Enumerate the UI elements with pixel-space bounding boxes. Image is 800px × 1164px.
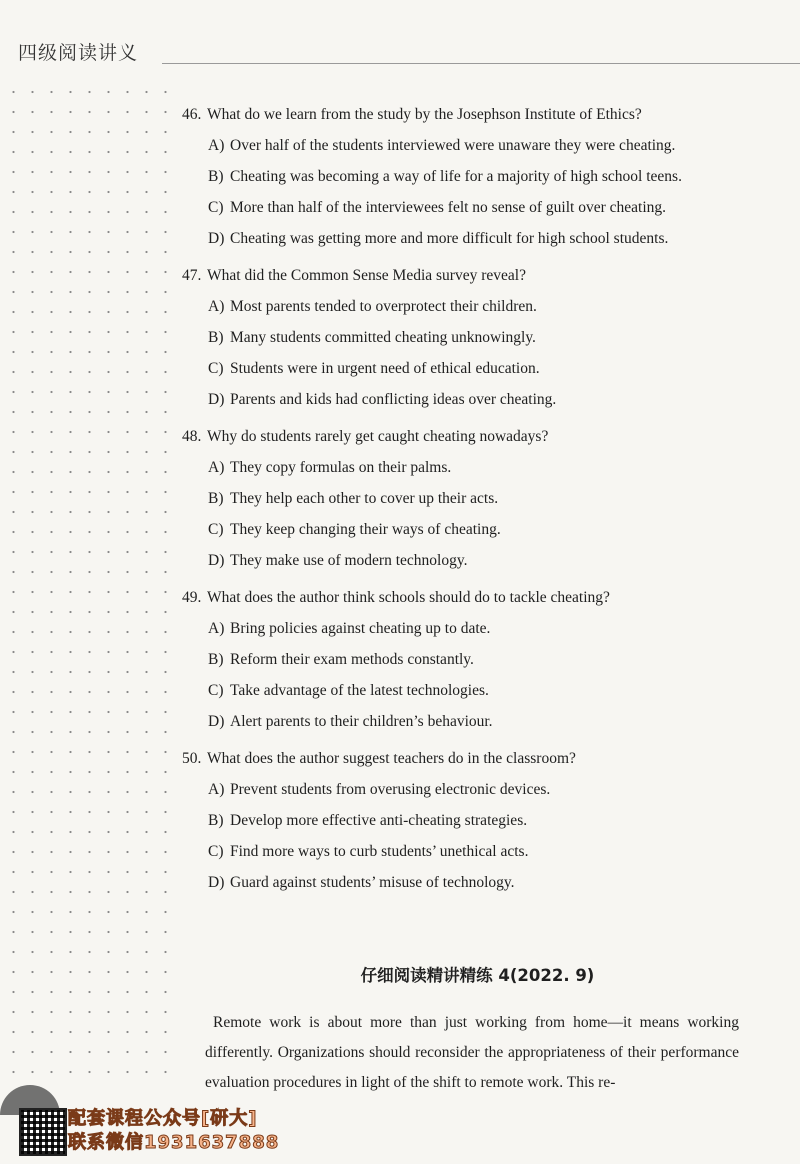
question-number: 50. [182, 750, 202, 767]
option-letter: C) [208, 360, 224, 377]
option-text: Guard against students’ misuse of technology. [230, 874, 515, 891]
option-text: Over half of the students interviewed were unaware they were cheating. [230, 137, 676, 154]
option-text: Most parents tended to overprotect their children. [230, 298, 537, 315]
option-letter: C) [208, 199, 224, 216]
option-letter: A) [208, 620, 225, 637]
answer-option [182, 223, 782, 254]
question-list [182, 100, 782, 905]
answer-option [182, 545, 782, 576]
option-text: Prevent students from overusing electronic devices. [230, 781, 551, 798]
question-stem [182, 422, 782, 452]
answer-option [182, 192, 782, 223]
option-text: Many students committed cheating unknowingly. [230, 329, 536, 346]
option-letter: A) [208, 137, 225, 154]
answer-option [182, 706, 782, 737]
option-letter: A) [208, 298, 225, 315]
option-letter: B) [208, 812, 224, 829]
option-letter: C) [208, 843, 224, 860]
passage-paragraph: Remote work is about more than just working from home—it means working differently. Organizations should reconsider the appropriateness of their performance evaluation procedures in light of the shift to remote work. This re- [205, 1014, 739, 1091]
option-letter: B) [208, 168, 224, 185]
option-letter: B) [208, 329, 224, 346]
answer-option [182, 867, 782, 898]
option-letter: A) [208, 459, 225, 476]
option-letter: D) [208, 552, 225, 569]
option-text: Develop more effective anti-cheating strategies. [230, 812, 528, 829]
option-letter: C) [208, 521, 224, 538]
option-text: Parents and kids had conflicting ideas over cheating. [230, 391, 557, 408]
question-number: 47. [182, 267, 202, 284]
option-text: Take advantage of the latest technologies. [230, 682, 489, 699]
option-letter: B) [208, 490, 224, 507]
option-letter: D) [208, 230, 225, 247]
question-item [182, 100, 782, 254]
option-text: Find more ways to curb students’ unethical acts. [230, 843, 529, 860]
question-item [182, 422, 782, 576]
question-text: Why do students rarely get caught cheating nowadays? [207, 428, 549, 445]
watermark-line-2: 联系微信1931637888 [68, 1132, 280, 1153]
answer-option [182, 644, 782, 675]
option-letter: D) [208, 874, 225, 891]
question-text: What do we learn from the study by the Josephson Institute of Ethics? [207, 106, 642, 123]
option-text: They help each other to cover up their acts. [230, 490, 499, 507]
option-text: Cheating was getting more and more difficult for high school students. [230, 230, 669, 247]
option-letter: D) [208, 713, 225, 730]
answer-option [182, 805, 782, 836]
question-stem [182, 583, 782, 613]
question-item [182, 261, 782, 415]
answer-option [182, 322, 782, 353]
answer-option [182, 130, 782, 161]
question-stem [182, 100, 782, 130]
option-letter: C) [208, 682, 224, 699]
answer-option [182, 353, 782, 384]
option-text: Alert parents to their children’s behaviour. [230, 713, 493, 730]
question-text: What does the author think schools should do to tackle cheating? [207, 589, 610, 606]
qr-code-icon [19, 1108, 67, 1156]
answer-option [182, 675, 782, 706]
question-number: 49. [182, 589, 202, 606]
option-text: Cheating was becoming a way of life for a majority of high school teens. [230, 168, 682, 185]
option-text: Reform their exam methods constantly. [230, 651, 474, 668]
page-header-title: 四级阅读讲义 [18, 42, 139, 64]
option-text: Bring policies against cheating up to date. [230, 620, 491, 637]
option-text: They copy formulas on their palms. [230, 459, 452, 476]
answer-option [182, 613, 782, 644]
watermark-line-1: 配套课程公众号[研大] [68, 1108, 258, 1129]
question-item [182, 583, 782, 737]
option-text: They keep changing their ways of cheating. [230, 521, 501, 538]
question-text: What does the author suggest teachers do in the classroom? [207, 750, 576, 767]
option-text: Students were in urgent need of ethical education. [230, 360, 540, 377]
answer-option [182, 384, 782, 415]
answer-option [182, 774, 782, 805]
answer-option [182, 483, 782, 514]
option-letter: A) [208, 781, 225, 798]
answer-option [182, 291, 782, 322]
answer-option [182, 514, 782, 545]
question-item [182, 744, 782, 898]
question-number: 48. [182, 428, 202, 445]
header-divider [162, 63, 800, 64]
option-letter: B) [208, 651, 224, 668]
answer-option [182, 452, 782, 483]
question-text: What did the Common Sense Media survey reveal? [207, 267, 526, 284]
answer-option [182, 161, 782, 192]
option-letter: D) [208, 391, 225, 408]
question-stem [182, 261, 782, 291]
option-text: More than half of the interviewees felt no sense of guilt over cheating. [230, 199, 667, 216]
question-number: 46. [182, 106, 202, 123]
section-title: 仔细阅读精讲精练 4(2022. 9) [360, 966, 595, 985]
question-stem [182, 744, 782, 774]
dotted-margin [4, 82, 172, 1082]
answer-option [182, 836, 782, 867]
option-text: They make use of modern technology. [230, 552, 468, 569]
